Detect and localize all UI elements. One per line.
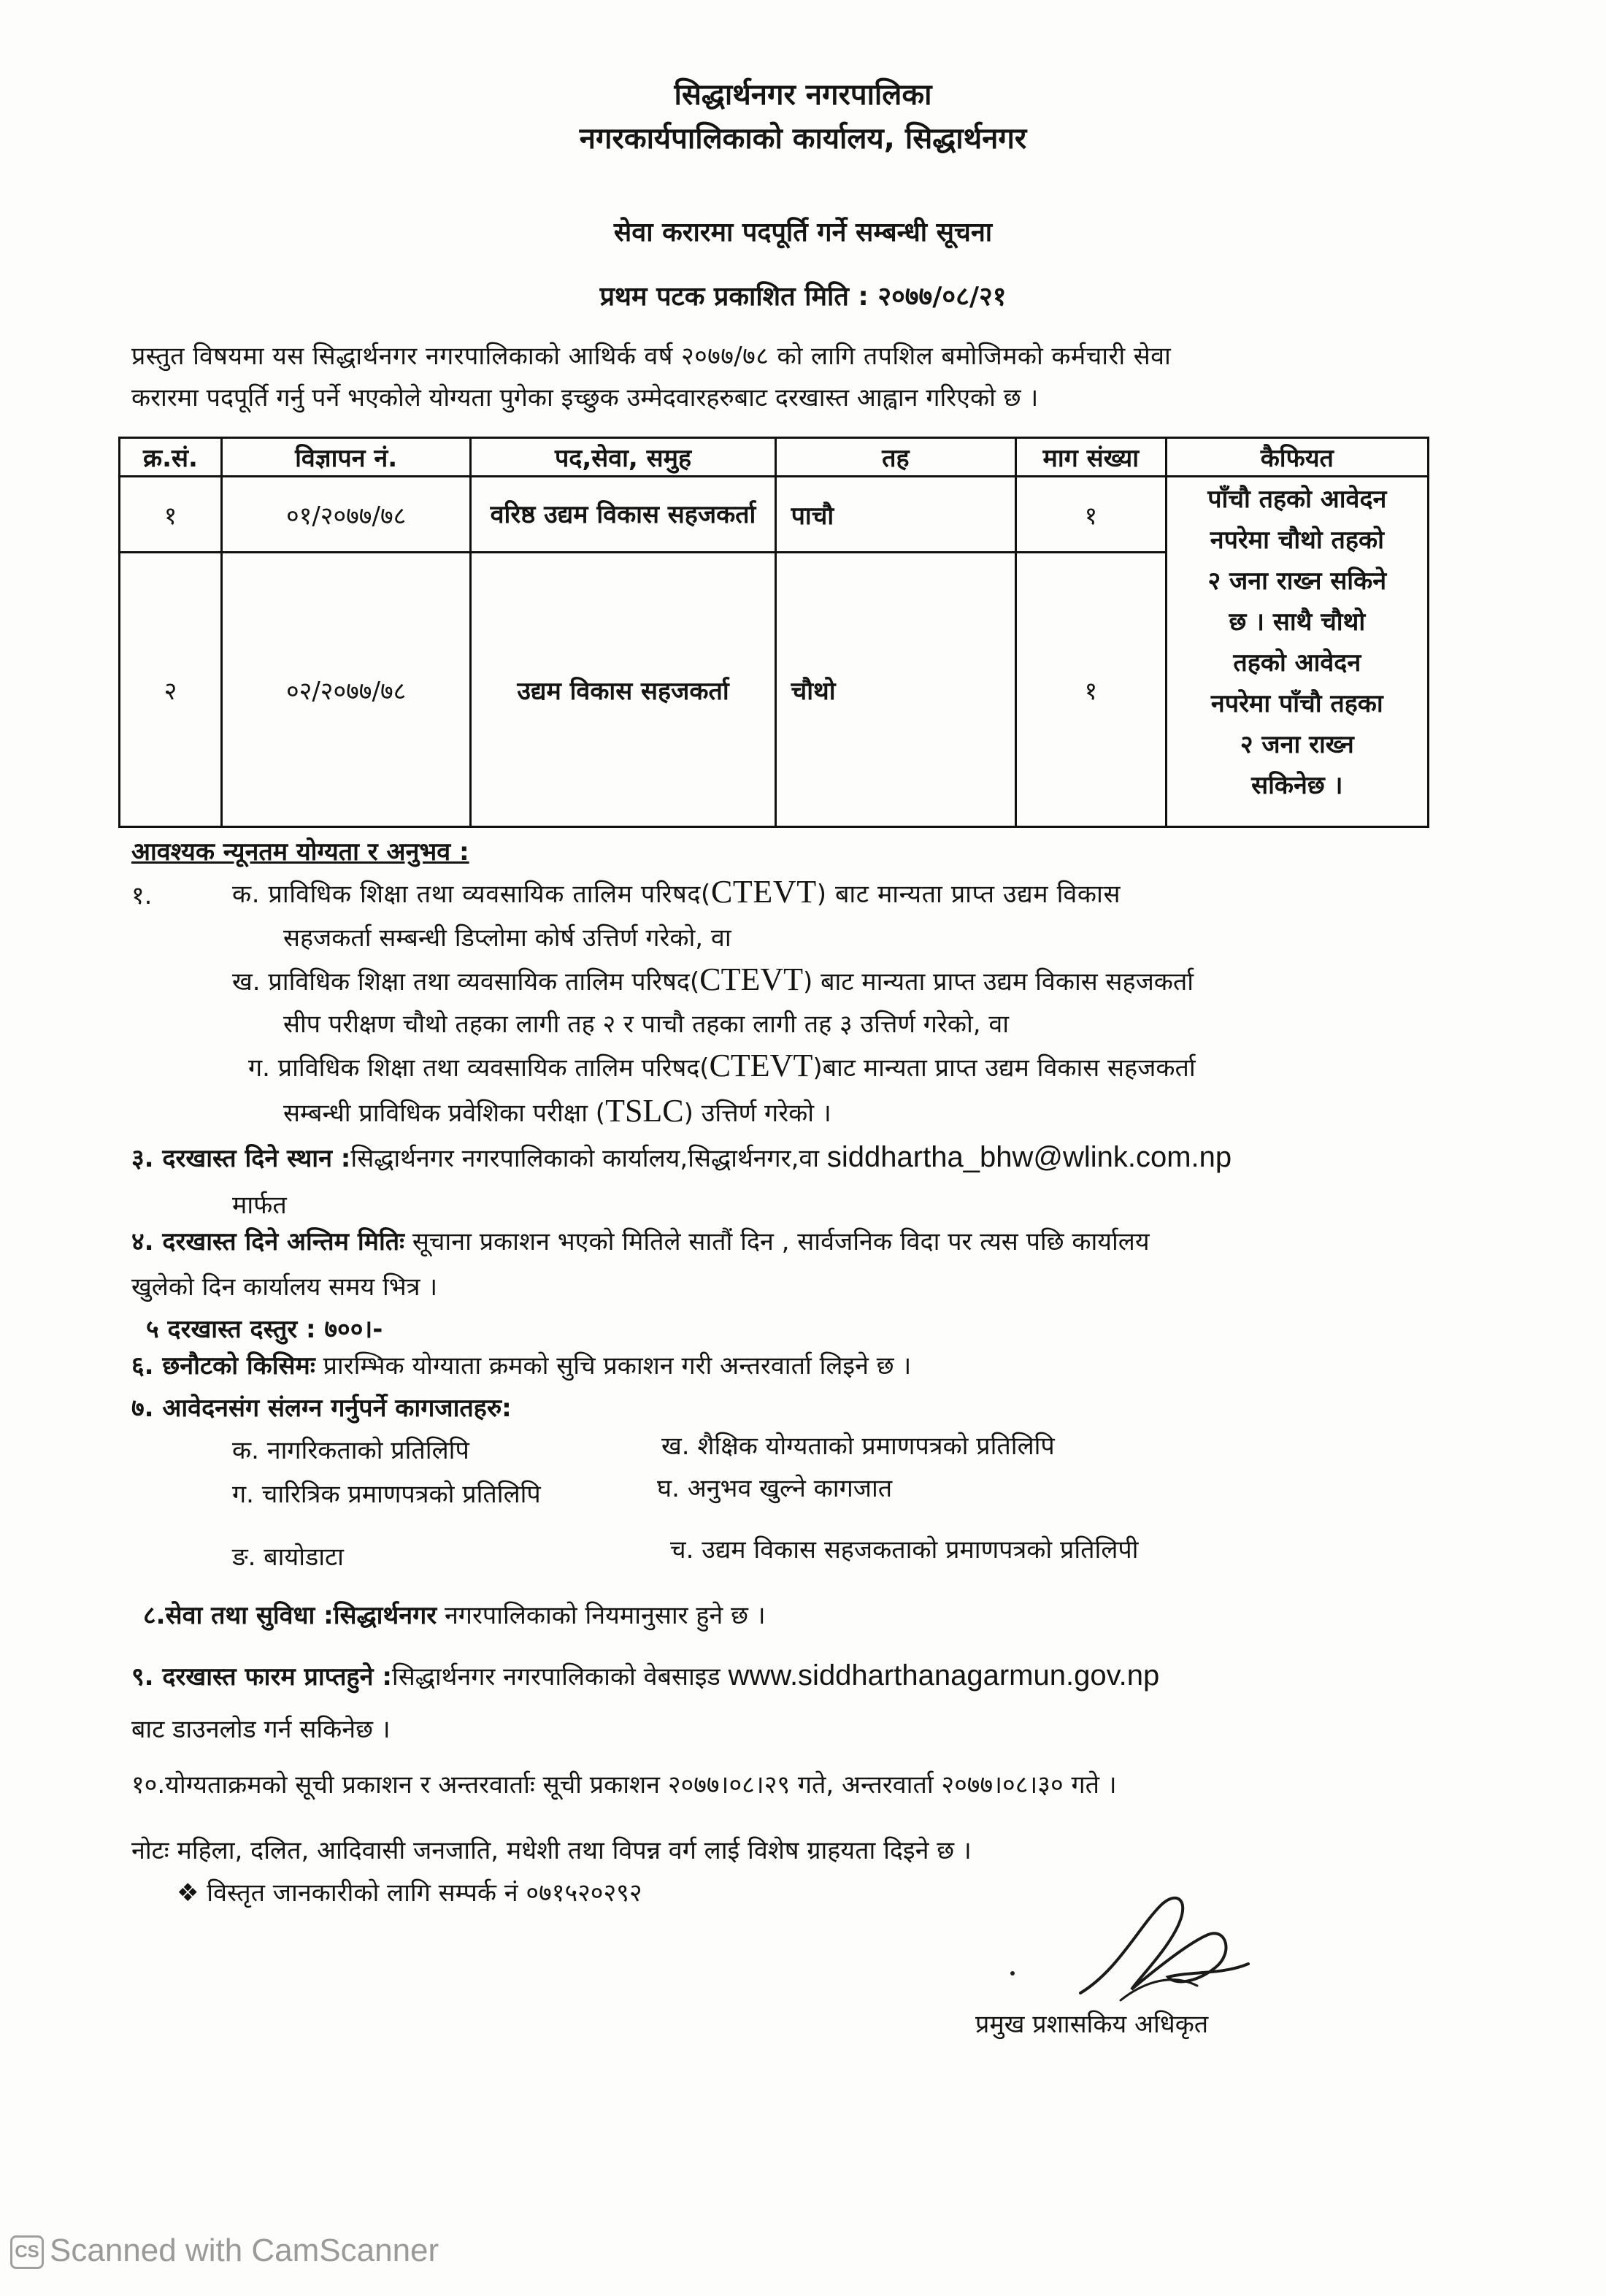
item-3-label: ३. दरखास्त दिने स्थान : (131, 1144, 351, 1173)
remark-line: २ जना राख्न (1240, 730, 1354, 759)
col-header-ad-no: विज्ञापन नं. (221, 438, 471, 477)
notice-title: सेवा करारमा पदपूर्ति गर्ने सम्बन्धी सूचना (613, 218, 993, 247)
org-name: सिद्धार्थनगर नगरपालिका (674, 78, 932, 112)
col-header-remarks: कैफियत (1166, 438, 1428, 477)
item-9-line-2: बाट डाउनलोड गर्न सकिनेछ । (131, 1715, 391, 1744)
email-address: siddhartha_bhw@wlink.com.np (826, 1141, 1232, 1173)
cell-level: चौथो (775, 553, 1015, 827)
diamond-bullet-icon: ❖ (177, 1878, 199, 1908)
ctevt-text: CTEVT (710, 874, 817, 910)
cell-remarks (1166, 477, 1428, 827)
remark-line: नपरेमा पाँचौ तहका (1210, 689, 1383, 718)
cell-post: उद्यम विकास सहजकर्ता (471, 553, 775, 827)
intro-line-1: प्रस्तुत विषयमा यस सिद्धार्थनगर नगरपालिकाको आथिर्क वर्ष २०७७/७८ को लागि तपशिल बमोजिमको कर्मचारी सेवा (131, 342, 1172, 371)
col-header-count: माग संख्या (1015, 438, 1166, 477)
vacancy-table (118, 437, 1429, 828)
item-4-line-2: खुलेको दिन कार्यालय समय भित्र । (131, 1272, 438, 1302)
qualification-kha: ख. प्राविधिक शिक्षा तथा व्यवसायिक तालिम परिषद(CTEVT) बाट मान्यता प्राप्त उद्यम विकास सहजकर्ता (232, 961, 1194, 997)
published-date: प्रथम पटक प्रकाशित मिति : २०७७/०८/२१ (599, 282, 1007, 312)
cell-count: १ (1015, 553, 1166, 827)
table-row (120, 477, 1429, 553)
remark-line: २ जना राख्न सकिने (1207, 567, 1387, 596)
doc-education: ख. शैक्षिक योग्यताको प्रमाणपत्रको प्रतिलिपि (661, 1432, 1055, 1461)
remark-line: सकिनेछ । (1251, 771, 1343, 800)
signatory-title: प्रमुख प्रशासकिय अधिकृत (975, 2010, 1209, 2039)
item-9-label: ९. दरखास्त फारम प्राप्तहुने : (131, 1662, 392, 1692)
item-6-label: ६. छनौटको किसिमः (131, 1351, 315, 1381)
table-header-row (120, 438, 1429, 477)
note: नोटः महिला, दलित, आदिवासी जनजाति, मधेशी तथा विपन्न वर्ग लाई विशेष ग्राहयता दिइने छ । (131, 1836, 972, 1865)
qualification-number: १. (131, 881, 153, 910)
item-4-label: ४. दरखास्त दिने अन्तिम मितिः (131, 1227, 405, 1256)
doc-character: ग. चारित्रिक प्रमाणपत्रको प्रतिलिपि (232, 1480, 541, 1509)
col-header-level: तह (775, 438, 1015, 477)
remark-line: तहको आवेदन (1233, 648, 1361, 677)
item-9: ९. दरखास्त फारम प्राप्तहुने :सिद्धार्थनगर नगरपालिकाको वेबसाइड www.siddharthanagarmun.gov.np (131, 1659, 1160, 1692)
cell-post: वरिष्ठ उद्यम विकास सहजकर्ता (471, 477, 775, 553)
cell-ad-no: ०१/२०७७/७८ (221, 477, 471, 553)
scanner-watermark: CS Scanned with CamScanner (10, 2232, 439, 2269)
item-8: ८.सेवा तथा सुविधा :सिद्धार्थनगर नगरपालिकाको नियमानुसार हुने छ । (143, 1601, 766, 1630)
signature-dot (1010, 1971, 1015, 1976)
signature-scribble (1051, 1884, 1270, 2022)
contact-line: ❖ विस्तृत जानकारीको लागि सम्पर्क नं ०७१५२०२९२ (177, 1878, 642, 1908)
item-3: ३. दरखास्त दिने स्थान :सिद्धार्थनगर नगरपालिकाको कार्यालय,सिद्धार्थनगर,वा siddhartha_bhw@wlink.com.np (131, 1141, 1232, 1173)
doc-biodata: ङ. बायोडाटा (232, 1543, 344, 1572)
office-name: नगरकार्यपालिकाको कार्यालय, सिद्धार्थनगर (579, 122, 1027, 156)
ctevt-text: CTEVT (699, 961, 803, 997)
doc-citizenship: क. नागरिकताको प्रतिलिपि (232, 1436, 469, 1465)
intro-line-2: करारमा पदपूर्ति गर्नु पर्ने भएकोले योग्यता पुगेका इच्छुक उम्मेदवारहरुबाट दरखास्त आह्वान गरिएको छ । (131, 383, 1039, 412)
cell-count: १ (1015, 477, 1166, 553)
remark-line: छ । साथै चौथो (1229, 607, 1366, 637)
item-4: ४. दरखास्त दिने अन्तिम मितिः सूचाना प्रकाशन भएको मितिले सातौं दिन , सार्वजनिक विदा पर त्यस पछि कार्यालय (131, 1227, 1150, 1256)
cell-ad-no: ०२/२०७७/७८ (221, 553, 471, 827)
camscanner-logo-icon: CS (10, 2235, 44, 2269)
qualification-heading: आवश्यक न्यूनतम योग्यता र अनुभव : (131, 837, 469, 867)
qualification-ga-line-2: सम्बन्धी प्राविधिक प्रवेशिका परीक्षा (TSLC) उत्तिर्ण गरेको । (283, 1093, 831, 1129)
doc-enterprise-certificate: च. उद्यम विकास सहजकताको प्रमाणपत्रको प्रतिलिपी (670, 1535, 1139, 1564)
cell-level: पाचौ (775, 477, 1015, 553)
remark-line: नपरेमा चौथो तहको (1210, 526, 1384, 555)
item-10: १०.योग्यताक्रमको सूची प्रकाशन र अन्तरवार्ताः सूची प्रकाशन २०७७।०८।२९ गते, अन्तरवार्ता २०७७।०८।३० गते । (131, 1770, 1117, 1800)
cell-sn: १ (120, 477, 222, 553)
ctevt-text: CTEVT (709, 1048, 813, 1083)
cell-sn: २ (120, 553, 222, 827)
item-8-label: ८.सेवा तथा सुविधा :सिद्धार्थनगर (143, 1601, 437, 1630)
item-7-label: ७. आवेदनसंग संलग्न गर्नुपर्ने कागजातहरु: (131, 1394, 512, 1423)
item-3-line-2: मार्फत (232, 1191, 287, 1220)
qualification-ka-line-2: सहजकर्ता सम्बन्धी डिप्लोमा कोर्ष उत्तिर्ण गरेको, वा (283, 924, 731, 953)
qualification-kha-line-2: सीप परीक्षण चौथो तहका लागी तह २ र पाचौ तहका लागी तह ३ उत्तिर्ण गरेको, वा (283, 1010, 1010, 1039)
item-6: ६. छनौटको किसिमः प्रारम्भिक योग्याता क्रमको सुचि प्रकाशन गरी अन्तरवार्ता लिइने छ । (131, 1351, 912, 1381)
col-header-sn: क्र.सं. (120, 438, 222, 477)
qualification-ga: ग. प्राविधिक शिक्षा तथा व्यवसायिक तालिम परिषद(CTEVT)बाट मान्यता प्राप्त उद्यम विकास सहजकर्ता (248, 1048, 1196, 1083)
item-5-fee: ५ दरखास्त दस्तुर : ७००।- (146, 1315, 383, 1344)
website-url: www.siddharthanagarmun.gov.np (728, 1659, 1160, 1692)
tslc-text: TSLC (605, 1093, 684, 1129)
qualification-ka: क. प्राविधिक शिक्षा तथा व्यवसायिक तालिम परिषद(CTEVT) बाट मान्यता प्राप्त उद्यम विकास (232, 874, 1121, 910)
remark-line: पाँचौ तहको आवेदन (1207, 485, 1387, 514)
col-header-post: पद,सेवा, समुह (471, 438, 775, 477)
doc-experience: घ. अनुभव खुल्ने कागजात (657, 1474, 893, 1503)
